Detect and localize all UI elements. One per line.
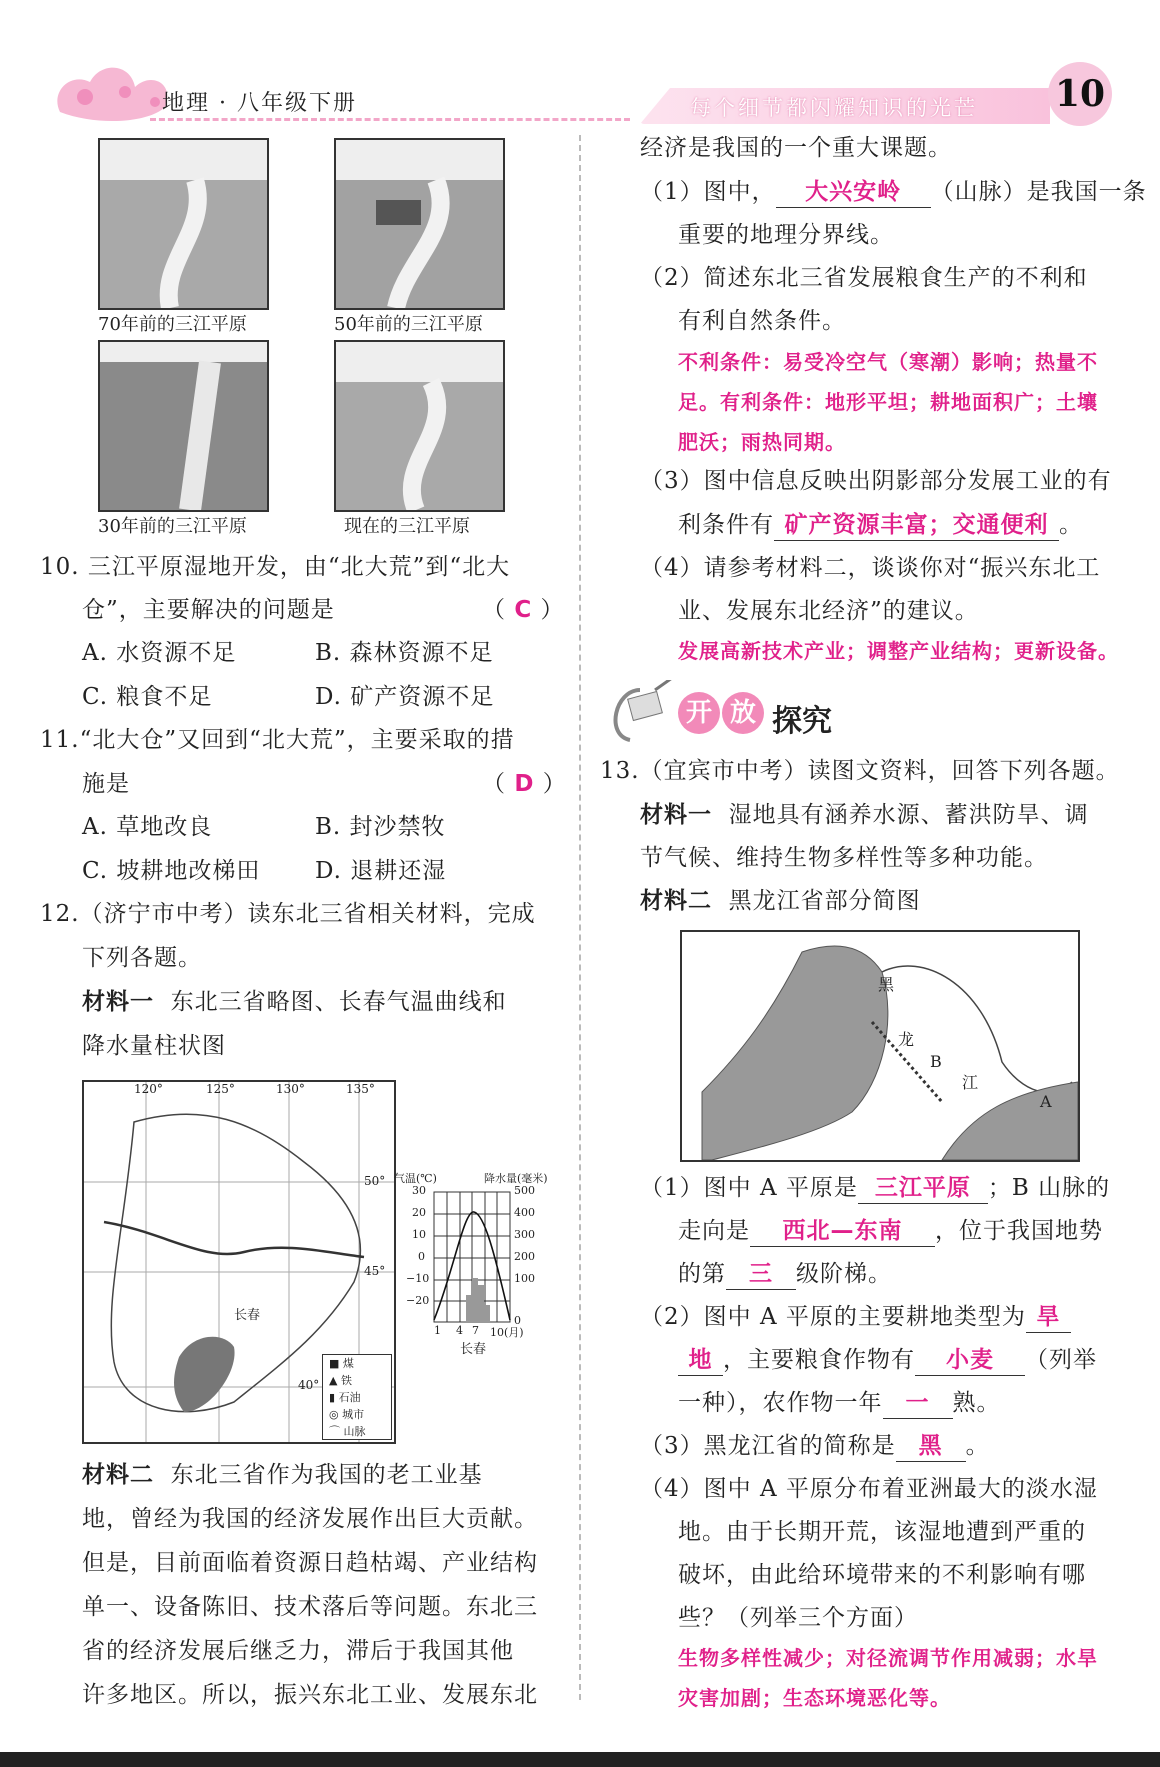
latitude-label: 40°	[298, 1378, 320, 1392]
month-tick: 4	[456, 1324, 463, 1337]
section-char-circle: 放	[722, 692, 764, 734]
q13-sub1: （1）图中 A 平原是 三江平原 ；B 山脉的	[640, 1173, 1110, 1204]
q11-answer-box: （ D ）	[482, 771, 567, 797]
material-label: 材料二	[82, 1461, 154, 1488]
legend-iron: ▲ 铁	[329, 1374, 352, 1387]
pencil-notebook-icon	[600, 680, 680, 750]
q13-sub4-cont: 地。由于长期开荒，该湿地遭到严重的	[678, 1519, 1086, 1545]
section-char-circle: 开	[678, 692, 720, 734]
material2-line: 地，曾经为我国的经济发展作出巨大贡献。	[82, 1506, 538, 1532]
month-tick: 7	[472, 1324, 479, 1337]
q12-s2-answer: 足。有利条件：地形平坦；耕地面积广；土壤	[678, 390, 1098, 414]
q13-sub1-cont: 的第 三 级阶梯。	[678, 1259, 892, 1290]
q13-s2-answer: 旱	[1026, 1302, 1071, 1333]
sanjiang-50-years-ago-image	[334, 138, 505, 310]
q10-option: A. 水资源不足	[82, 640, 237, 666]
latitude-label: 50°	[364, 1174, 386, 1188]
precip-tick: 0	[514, 1314, 521, 1327]
q13-s3-answer: 黑	[896, 1431, 966, 1462]
tractor-illustration	[336, 140, 503, 308]
material-text: 湿地具有涵养水源、蓄洪防旱、调	[728, 802, 1089, 828]
material2-line: 单一、设备陈旧、技术落后等问题。东北三	[82, 1594, 538, 1620]
section-header	[600, 680, 900, 750]
q12-sub4: （4）请参考材料二，谈谈你对“振兴东北工	[640, 555, 1101, 581]
q12-s2-answer: 肥沃；雨热同期。	[678, 430, 846, 454]
latitude-label: 45°	[364, 1264, 386, 1278]
heilongjiang-map	[680, 930, 1080, 1162]
changchun-climate-chart	[394, 1170, 564, 1355]
q13-s2-answer: 地	[678, 1345, 723, 1376]
q12-sub3-cont: 利条件有 矿产资源丰富；交通便利 。	[678, 510, 1083, 541]
legend-coal: ■ 煤	[329, 1357, 354, 1370]
temp-tick: −10	[406, 1272, 430, 1285]
page-number: 10	[1048, 62, 1112, 126]
map-legend	[322, 1354, 392, 1440]
temp-axis-title: 气温(℃)	[394, 1172, 437, 1185]
q10-stem: 10. 三江平原湿地开发，由“北大荒”到“北大	[40, 554, 511, 580]
map-label-a: A	[1040, 1092, 1052, 1111]
q11-option: D. 退耕还湿	[315, 858, 447, 884]
q13-sub2: （2）图中 A 平原的主要耕地类型为 旱	[640, 1302, 1071, 1333]
q13-material1-cont: 节气候、维持生物多样性等多种功能。	[640, 845, 1048, 871]
precip-tick: 100	[514, 1272, 535, 1285]
page-header	[0, 0, 1160, 140]
precip-tick: 400	[514, 1206, 535, 1219]
q13-sub2-cont: 地 ，主要粮食作物有 小麦 （列举	[678, 1345, 1097, 1376]
q12-s2-answer: 不利条件：易受冷空气（寒潮）影响；热量不	[678, 350, 1098, 374]
sanjiang-30-years-ago-image	[98, 340, 269, 512]
material2-line: 但是，目前面临着资源日趋枯竭、产业结构	[82, 1550, 538, 1576]
q12-sub1-cont: 重要的地理分界线。	[678, 222, 894, 248]
q13-sub4-cont: 些？（列举三个方面）	[678, 1605, 918, 1631]
q11-answer: D	[514, 771, 535, 797]
image-caption: 50年前的三江平原	[334, 314, 483, 335]
q13-s4-answer: 灾害加剧；生态环境恶化等。	[678, 1686, 951, 1710]
northeast-china-map	[82, 1080, 396, 1444]
q13-sub4: （4）图中 A 平原分布着亚洲最大的淡水湿	[640, 1476, 1098, 1502]
q13-s2-crop-answer: 小麦	[915, 1345, 1025, 1376]
q10-option: D. 矿产资源不足	[315, 684, 495, 710]
q12-stem: 12.（济宁市中考）读东北三省相关材料，完成	[40, 901, 536, 927]
q12-s3-answer: 矿产资源丰富；交通便利	[774, 510, 1059, 541]
temp-tick: 0	[418, 1250, 425, 1263]
legend-mountain: ⌒ 山脉	[329, 1425, 366, 1438]
q10-option: B. 森林资源不足	[315, 640, 494, 666]
map-label: 黑	[878, 975, 895, 994]
q13-sub1-cont: 走向是 西北—东南 ，位于我国地势	[678, 1216, 1103, 1247]
q11-stem: 11.“北大仓”又回到“北大荒”，主要采取的措	[40, 727, 515, 753]
chart-city-label: 长春	[460, 1342, 487, 1357]
month-tick: 1	[434, 1324, 441, 1337]
longitude-label: 130°	[276, 1082, 305, 1096]
month-tick: 10(月)	[490, 1326, 524, 1339]
heilongjiang-drawing	[682, 932, 1078, 1160]
q12-sub3: （3）图中信息反映出阴影部分发展工业的有	[640, 468, 1112, 494]
q13-material1	[640, 800, 1089, 830]
book-title: 地理 · 八年级下册	[162, 91, 357, 116]
longitude-label: 135°	[346, 1082, 375, 1096]
material-label: 材料一	[82, 988, 154, 1015]
material-text: 黑龙江省部分简图	[728, 888, 921, 914]
q13-sub4-cont: 破坏，由此给环境带来的不利影响有哪	[678, 1562, 1086, 1588]
q10-answer: C	[514, 597, 533, 623]
sanjiang-now-image	[334, 340, 505, 512]
cropland-illustration	[100, 342, 267, 510]
column-divider	[579, 135, 581, 1700]
temp-tick: 10	[412, 1228, 426, 1241]
longitude-label: 120°	[134, 1082, 163, 1096]
q10-answer-box: （ C ）	[482, 597, 565, 623]
q11-option: C. 坡耕地改梯田	[82, 858, 261, 884]
temp-tick: 30	[412, 1184, 426, 1197]
wetland-illustration	[100, 140, 267, 308]
restored-wetland-illustration	[336, 342, 503, 510]
q12-s1-answer: 大兴安岭	[776, 177, 931, 208]
q12-sub2-cont: 有利自然条件。	[678, 308, 846, 334]
material2-line: 经济是我国的一个重大课题。	[640, 135, 952, 161]
header-divider	[150, 118, 630, 121]
q13-stem: 13.（宜宾市中考）读图文资料，回答下列各题。	[600, 758, 1120, 784]
q11-option: B. 封沙禁牧	[315, 814, 446, 840]
image-caption: 30年前的三江平原	[98, 516, 247, 537]
q12-s4-answer: 发展高新技术产业；调整产业结构；更新设备。	[678, 639, 1119, 663]
q13-s1-step-answer: 三	[726, 1259, 796, 1290]
material-text: 东北三省略图、长春气温曲线和	[170, 989, 507, 1015]
q11-stem-cont: 施是	[82, 771, 130, 797]
sanjiang-70-years-ago-image	[98, 138, 269, 310]
temp-tick: −20	[406, 1294, 430, 1307]
precip-tick: 200	[514, 1250, 535, 1263]
q10-option: C. 粮食不足	[82, 684, 213, 710]
q13-material2	[640, 886, 921, 916]
longitude-label: 125°	[206, 1082, 235, 1096]
footer-bar	[0, 1752, 1160, 1767]
map-label: 龙	[898, 1030, 915, 1049]
precip-tick: 300	[514, 1228, 535, 1241]
q13-s1-direction-answer: 西北—东南	[750, 1216, 935, 1247]
q13-s1-answer: 三江平原	[858, 1173, 988, 1204]
q13-sub3: （3）黑龙江省的简称是 黑 。	[640, 1431, 990, 1462]
city-label: 长春	[234, 1308, 261, 1323]
q13-s4-answer: 生物多样性减少；对径流调节作用减弱；水旱	[678, 1646, 1098, 1670]
q12-stem-cont: 下列各题。	[82, 945, 202, 971]
image-caption: 70年前的三江平原	[98, 314, 247, 335]
precip-tick: 500	[514, 1184, 535, 1197]
map-label-b: B	[930, 1052, 942, 1071]
q12-material1	[82, 987, 507, 1017]
material2-line: 省的经济发展后继乏力，滞后于我国其他	[82, 1638, 514, 1664]
legend-oil: ▮ 石油	[329, 1391, 361, 1404]
precip-axis-title: 降水量(毫米)	[484, 1172, 548, 1185]
map-label: 江	[962, 1073, 979, 1092]
q12-material2	[82, 1460, 483, 1490]
q12-material1-cont: 降水量柱状图	[82, 1033, 226, 1059]
slogan-text: 每个细节都闪耀知识的光芒	[690, 96, 978, 120]
q12-sub1: （1）图中， 大兴安岭 （山脉）是我国一条	[640, 177, 1147, 208]
q13-s2-harvest-answer: 一	[883, 1388, 953, 1419]
material2-line: 许多地区。所以，振兴东北工业、发展东北	[82, 1682, 538, 1708]
material-label: 材料一	[640, 801, 712, 828]
q11-option: A. 草地改良	[82, 814, 213, 840]
image-caption: 现在的三江平原	[344, 516, 470, 537]
q13-sub2-cont: 一种），农作物一年 一 熟。	[678, 1388, 1001, 1419]
material-text: 东北三省作为我国的老工业基	[170, 1462, 483, 1488]
q12-sub2: （2）简述东北三省发展粮食生产的不利和	[640, 265, 1088, 291]
temp-tick: 20	[412, 1206, 426, 1219]
section-title: 探究	[772, 704, 832, 739]
legend-city: ◎ 城市	[329, 1408, 365, 1421]
q12-sub4-cont: 业、发展东北经济”的建议。	[678, 598, 979, 624]
material-label: 材料二	[640, 887, 712, 914]
q10-stem-cont: 仓”，主要解决的问题是	[82, 597, 335, 623]
